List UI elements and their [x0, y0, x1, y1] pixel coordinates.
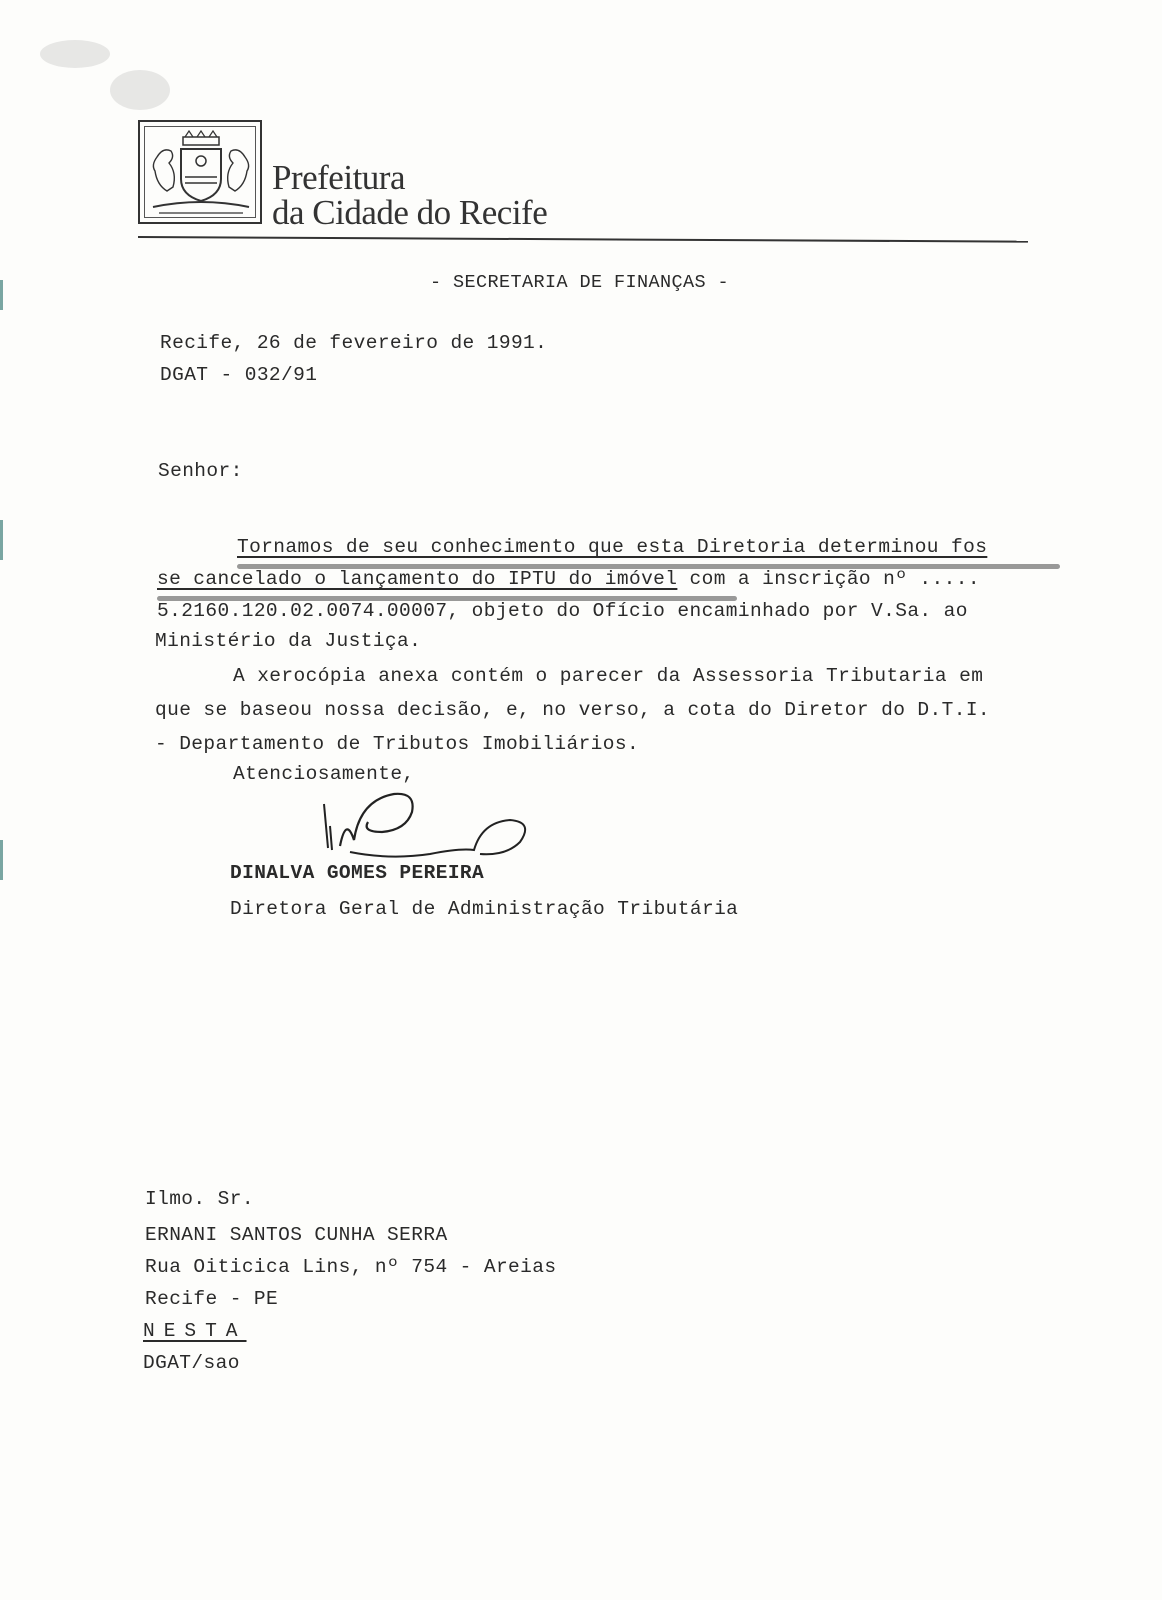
signer-title: Diretora Geral de Administração Tributária	[230, 898, 739, 920]
typist-reference: DGAT/sao	[143, 1352, 240, 1374]
scan-edge-mark	[0, 520, 3, 560]
salutation: Senhor:	[158, 460, 243, 482]
recipient-name: ERNANI SANTOS CUNHA SERRA	[145, 1224, 448, 1246]
organization-name	[272, 160, 547, 230]
scan-smudge	[40, 40, 110, 68]
scan-smudge	[110, 70, 170, 110]
org-line-2: da Cidade do Recife	[272, 193, 548, 232]
body-line-1: Tornamos de seu conhecimento que esta Diretoria determinou fos	[237, 536, 988, 558]
body2-line-3: - Departamento de Tributos Imobiliários.	[155, 733, 640, 755]
body2-line-2: que se baseou nossa decisão, e, no verso, a cota do Diretor do D.T.I.	[155, 699, 991, 721]
department-heading: - SECRETARIA DE FINANÇAS -	[430, 272, 730, 293]
body-line-2	[157, 568, 980, 590]
header-divider	[138, 236, 1028, 243]
body-line-2-underlined: se cancelado o lançamento do IPTU do imóvel	[157, 568, 678, 590]
coat-of-arms-icon	[138, 120, 262, 224]
letter-reference: DGAT - 032/91	[160, 364, 318, 386]
recife-coat-of-arms-icon	[145, 127, 257, 219]
body-line-4: Ministério da Justiça.	[155, 630, 422, 652]
closing: Atenciosamente,	[233, 763, 415, 785]
org-line-1: Prefeitura	[272, 158, 405, 197]
recipient-honorific: Ilmo. Sr.	[145, 1188, 254, 1210]
scan-edge-mark	[0, 280, 3, 310]
recipient-city: Recife - PE	[145, 1288, 279, 1310]
scan-edge-mark	[0, 840, 3, 880]
body-line-3: 5.2160.120.02.0074.00007, objeto do Ofício encaminhado por V.Sa. ao	[157, 600, 968, 622]
recipient-nesta: NESTA	[143, 1320, 247, 1342]
place-date: Recife, 26 de fevereiro de 1991.	[160, 332, 548, 354]
body-line-2-rest: com a inscrição nº .....	[677, 568, 980, 590]
signer-name: DINALVA GOMES PEREIRA	[230, 862, 485, 884]
recipient-street: Rua Oiticica Lins, nº 754 - Areias	[145, 1256, 557, 1278]
body2-line-1: A xerocópia anexa contém o parecer da Assessoria Tributaria em	[233, 665, 984, 687]
